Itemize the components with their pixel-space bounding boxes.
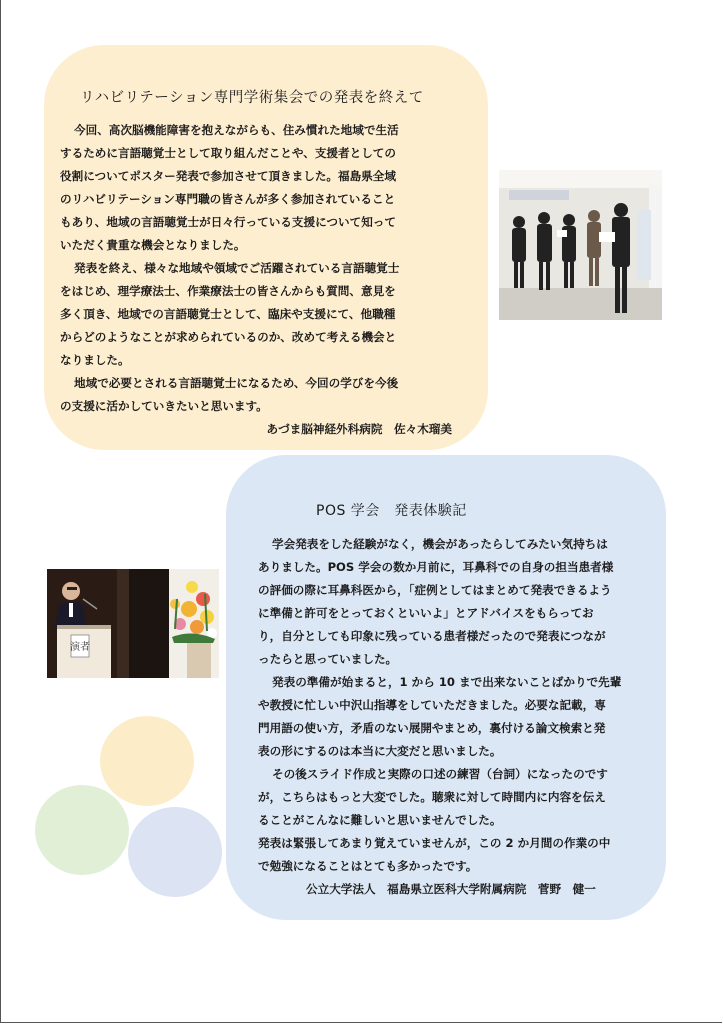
poster-session-photo [499, 170, 662, 320]
body-line: 発表を終え、様々な地域や領域でご活躍されている言語聴覚士 [74, 261, 400, 275]
body-line: 発表は緊張してあまり覚えていませんが，この 2 か月間の作業の中 [258, 836, 611, 850]
decorative-circle-yellow [100, 716, 194, 806]
body-line: いただく貴重な機会となりました。 [60, 238, 246, 252]
body-line: 多く頂き、地域での言語聴覚士として、臨床や支援にて、他職種 [60, 307, 396, 321]
decorative-circle-blue [128, 807, 222, 897]
body-line: 今回、高次脳機能障害を抱えながらも、住み慣れた地域で生活 [74, 123, 399, 137]
section-2-author: 公立大学法人 福島県立医科大学附属病院 菅野 健一 [306, 882, 596, 896]
body-line: に準備と許可をとっておくといいよ」とアドバイスをもらってお [258, 606, 594, 620]
body-line: なりました。 [60, 353, 130, 367]
body-line: のリハビリテーション専門職の皆さんが多く参加されていること [60, 192, 396, 206]
body-line: もあり、地域の言語聴覚士が日々行っている支援について知って [60, 215, 396, 229]
body-line: その後スライド作成と実際の口述の練習（台詞）になったのです [272, 767, 608, 781]
body-line: ありました。POS 学会の数か月前に，耳鼻科での自身の担当患者様 [258, 560, 614, 574]
presenter-photo [47, 569, 219, 678]
body-line: ることがこんなに難しいと思いませんでした。 [258, 813, 502, 827]
decorative-circle-green [35, 785, 129, 875]
body-line: 地域で必要とされる言語聴覚士になるため、今回の学びを今後 [74, 376, 399, 390]
presenter-illustration [47, 569, 219, 678]
section-1-author: あづま脳神経外科病院 佐々木瑠美 [266, 422, 452, 436]
body-line: 学会発表をした経験がなく，機会があったらしてみたい気持ちは [272, 537, 608, 551]
section-2-body [258, 533, 650, 901]
body-line: 門用語の使い方，矛盾のない展開やまとめ，裏付ける論文検索と発 [258, 721, 606, 735]
poster-session-illustration [499, 170, 662, 320]
body-line: の支援に活かしていきたいと思います。 [60, 399, 268, 413]
body-line: で勉強になることはとても多かったです。 [258, 859, 478, 873]
body-line: 役割についてポスター発表で参加させて頂きました。福島県全域 [60, 169, 396, 183]
body-line: 発表の準備が始まると，1 から 10 まで出来ないことばかりで先輩 [272, 675, 622, 689]
body-line: や教授に忙しい中沢山指導をしていただきました。必要な記載，専 [258, 698, 606, 712]
body-line: 表の形にするのは本当に大変だと思いました。 [258, 744, 502, 758]
body-line: ったらと思っていました。 [258, 652, 398, 666]
body-line: り，自分としても印象に残っている患者様だったので発表につなが [258, 629, 606, 643]
section-1-body [60, 119, 452, 441]
section-2-title: POS 学会 発表体験記 [316, 503, 467, 519]
podium-sign: 演者 [70, 642, 90, 653]
section-1-title: リハビリテーション専門学術集会での発表を終えて [80, 90, 424, 106]
body-line: の評価の際に耳鼻科医から，「症例としてはまとめて発表できるよう [258, 583, 612, 597]
body-line: が，こちらはもっと大変でした。聴衆に対して時間内に内容を伝え [258, 790, 606, 804]
body-line: をはじめ、理学療法士、作業療法士の皆さんからも質問、意見を [60, 284, 396, 298]
body-line: するために言語聴覚士として取り組んだことや、支援者としての [60, 146, 396, 160]
body-line: からどのようなことが求められているのか、改めて考える機会と [60, 330, 397, 344]
